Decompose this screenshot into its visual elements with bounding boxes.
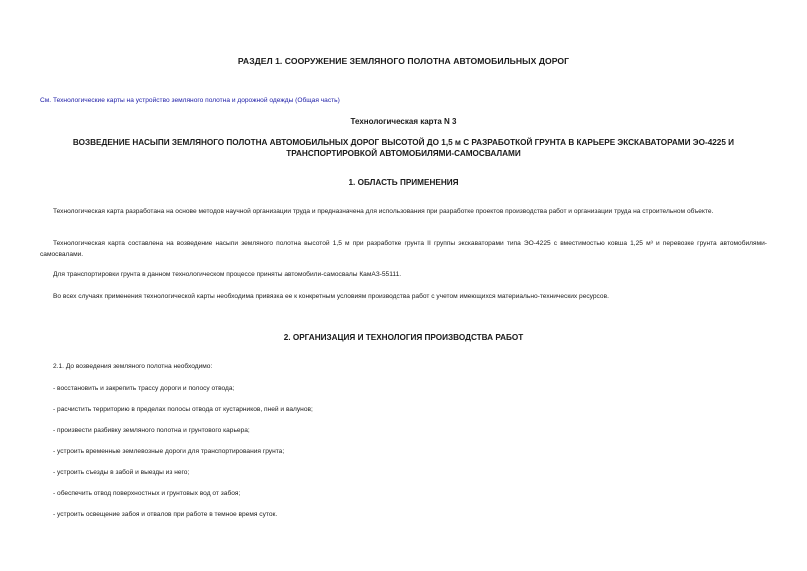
reference-link[interactable]: См. Технологические карты на устройство земляного полотна и дорожной одежды (Общая часть) xyxy=(40,97,340,104)
scope-paragraph-2: Технологическая карта составлена на возведение насыпи земляного полотна высотой 1,5 м при разработке грунта II группы экскаваторами типа ЭО-4225 с вместимостью ковша 1,25 м³ и перевозке грунта автомобилями-самосвалами. xyxy=(40,240,767,258)
section-title: РАЗДЕЛ 1. СООРУЖЕНИЕ ЗЕМЛЯНОГО ПОЛОТНА АВТОМОБИЛЬНЫХ ДОРОГ xyxy=(237,56,570,66)
list-item: - произвести разбивку земляного полотна и грунтового карьера; xyxy=(53,427,250,434)
scope-paragraph-1: Технологическая карта разработана на основе методов научной организации труда и предназначена для использования при разработке проектов производства работ и организации труда на строительном объекте. xyxy=(53,208,714,215)
scope-heading: 1. ОБЛАСТЬ ПРИМЕНЕНИЯ xyxy=(348,178,459,187)
scope-paragraph-4: Во всех случаях применения технологической карты необходима привязка ее к конкретным условиям производства работ с учетом имеющихся материально-технических ресурсов. xyxy=(53,293,609,300)
list-item: - устроить съезды в забой и выезды из него; xyxy=(53,469,190,476)
list-item: - устроить освещение забоя и отвалов при работе в темное время суток. xyxy=(53,511,278,518)
list-item: - расчистить территорию в пределах полосы отвода от кустарников, пней и валунов; xyxy=(53,406,313,413)
main-title: ВОЗВЕДЕНИЕ НАСЫПИ ЗЕМЛЯНОГО ПОЛОТНА АВТОМОБИЛЬНЫХ ДОРОГ ВЫСОТОЙ ДО 1,5 м С РАЗРАБОТКОЙ ГРУНТА В КАРЬЕРЕ ЭКСКАВАТОРАМИ ЭО-4225 И ТРАНСПОРТИРОВКОЙ АВТОМОБИЛЯМИ-САМОСВАЛАМИ xyxy=(72,138,735,158)
organization-heading: 2. ОРГАНИЗАЦИЯ И ТЕХНОЛОГИЯ ПРОИЗВОДСТВА РАБОТ xyxy=(283,333,524,342)
organization-intro: 2.1. До возведения земляного полотна необходимо: xyxy=(53,363,213,370)
list-item: - устроить временные землевозные дороги для транспортирования грунта; xyxy=(53,448,285,455)
list-item: - обеспечить отвод поверхностных и грунтовых вод от забоя; xyxy=(53,490,241,497)
scope-paragraph-3: Для транспортировки грунта в данном технологическом процессе приняты автомобили-самосвалы КамАЗ-55111. xyxy=(53,271,402,278)
list-item: - восстановить и закрепить трассу дороги и полосу отвода; xyxy=(53,385,235,392)
card-title: Технологическая карта N 3 xyxy=(350,117,457,126)
